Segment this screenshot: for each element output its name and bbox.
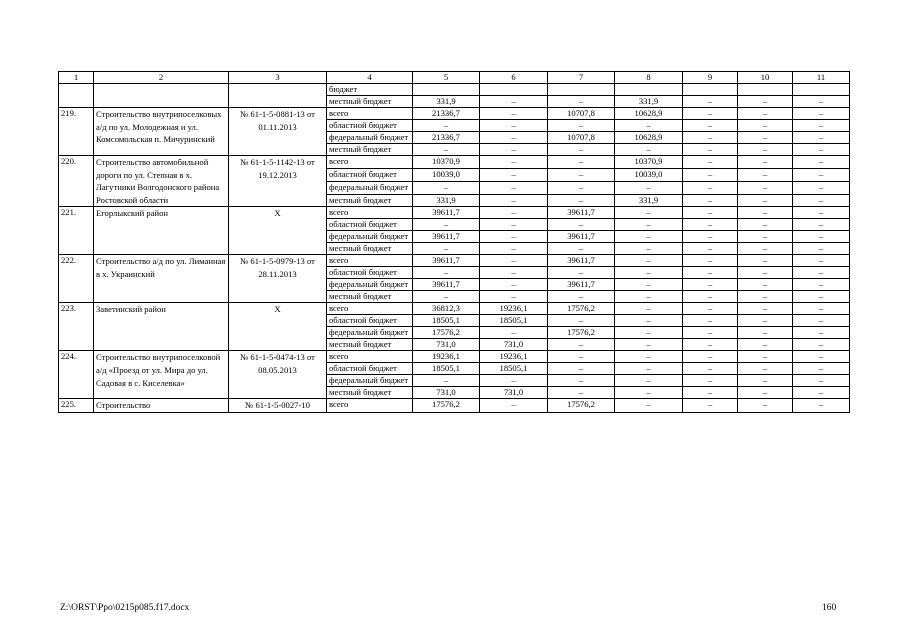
funding-source: всего [327, 207, 413, 219]
funding-source: областной бюджет [327, 168, 413, 181]
value-cell: – [683, 315, 738, 327]
table-row [59, 303, 850, 315]
funding-source: всего [327, 351, 413, 363]
value-cell: – [793, 339, 850, 351]
funding-source: местный бюджет [327, 96, 413, 108]
value-cell [683, 84, 738, 96]
object-name: Строительство [94, 399, 229, 413]
value-cell: – [548, 156, 615, 169]
value-cell: – [615, 181, 683, 194]
value-cell: – [548, 144, 615, 156]
value-cell: 10370,9 [615, 156, 683, 169]
column-number-5: 5 [413, 72, 480, 84]
value-cell: 39611,7 [413, 207, 480, 219]
value-cell: – [480, 194, 548, 207]
value-cell: – [793, 291, 850, 303]
value-cell: – [480, 132, 548, 144]
value-cell: – [793, 387, 850, 399]
funding-source: федеральный бюджет [327, 279, 413, 291]
value-cell: – [738, 243, 793, 255]
column-number-9: 9 [683, 72, 738, 84]
value-cell: – [793, 375, 850, 387]
value-cell: 17576,2 [413, 399, 480, 413]
value-cell: – [413, 144, 480, 156]
row-number: 222. [59, 255, 94, 303]
row-number: 225. [59, 399, 94, 413]
funding-source: всего [327, 108, 413, 120]
value-cell: 10039,0 [615, 168, 683, 181]
value-cell: – [480, 255, 548, 267]
value-cell: – [480, 219, 548, 231]
value-cell: – [793, 219, 850, 231]
value-cell: – [480, 168, 548, 181]
value-cell: – [480, 267, 548, 279]
value-cell: – [413, 375, 480, 387]
value-cell: – [548, 267, 615, 279]
value-cell: – [480, 327, 548, 339]
table-row [59, 399, 850, 413]
value-cell: – [683, 168, 738, 181]
value-cell: – [615, 339, 683, 351]
value-cell: – [615, 255, 683, 267]
value-cell: 17576,2 [548, 303, 615, 315]
value-cell: – [615, 219, 683, 231]
table-row [59, 84, 850, 96]
value-cell: 39611,7 [413, 255, 480, 267]
value-cell: 39611,7 [548, 255, 615, 267]
value-cell: – [683, 194, 738, 207]
value-cell: – [683, 267, 738, 279]
table-body [59, 72, 850, 413]
value-cell: – [615, 231, 683, 243]
value-cell: – [480, 291, 548, 303]
value-cell: – [738, 207, 793, 219]
funding-source: местный бюджет [327, 291, 413, 303]
value-cell [615, 84, 683, 96]
value-cell: – [738, 351, 793, 363]
reg-cell [229, 84, 327, 108]
registration-number: Х [229, 303, 327, 351]
value-cell: – [738, 399, 793, 413]
funding-source: областной бюджет [327, 363, 413, 375]
value-cell: – [793, 279, 850, 291]
value-cell: – [480, 231, 548, 243]
value-cell: – [615, 363, 683, 375]
value-cell: – [683, 132, 738, 144]
value-cell: – [683, 207, 738, 219]
value-cell: – [738, 363, 793, 375]
value-cell: – [548, 219, 615, 231]
value-cell: 39611,7 [413, 279, 480, 291]
funding-source: федеральный бюджет [327, 132, 413, 144]
value-cell: – [683, 375, 738, 387]
value-cell: – [738, 327, 793, 339]
value-cell: – [793, 181, 850, 194]
value-cell: – [548, 96, 615, 108]
value-cell: – [683, 291, 738, 303]
table-row [59, 255, 850, 267]
registration-number: № 61-1-5-0979-13 от 28.11.2013 [229, 255, 327, 303]
value-cell: – [480, 108, 548, 120]
value-cell: – [738, 267, 793, 279]
column-number-7: 7 [548, 72, 615, 84]
value-cell: – [793, 168, 850, 181]
funding-source: федеральный бюджет [327, 327, 413, 339]
value-cell: – [615, 267, 683, 279]
value-cell: – [683, 96, 738, 108]
value-cell: – [683, 351, 738, 363]
value-cell: – [793, 207, 850, 219]
funding-source: областной бюджет [327, 267, 413, 279]
value-cell: – [793, 351, 850, 363]
funding-source: областной бюджет [327, 219, 413, 231]
value-cell: – [793, 120, 850, 132]
funding-source: бюджет [327, 84, 413, 96]
value-cell: – [615, 291, 683, 303]
column-number-6: 6 [480, 72, 548, 84]
value-cell: – [738, 96, 793, 108]
value-cell: – [793, 144, 850, 156]
table-row [59, 351, 850, 363]
value-cell: – [548, 168, 615, 181]
file-path: Z:\ORST\Ppo\0215p085.f17.docx [60, 603, 190, 613]
row-number: 220. [59, 156, 94, 207]
value-cell: 731,0 [413, 387, 480, 399]
registration-number: № 61-1-5-0474-13 от 08.05.2013 [229, 351, 327, 399]
value-cell: – [738, 219, 793, 231]
value-cell: – [615, 144, 683, 156]
column-number-3: 3 [229, 72, 327, 84]
value-cell: – [615, 387, 683, 399]
value-cell: – [413, 243, 480, 255]
value-cell: – [738, 156, 793, 169]
value-cell: – [683, 339, 738, 351]
value-cell: – [480, 399, 548, 413]
value-cell: – [738, 303, 793, 315]
value-cell: 731,0 [480, 387, 548, 399]
value-cell: 39611,7 [548, 279, 615, 291]
value-cell: 10707,8 [548, 132, 615, 144]
value-cell: – [548, 181, 615, 194]
page-number: 160 [822, 603, 837, 613]
value-cell: – [793, 363, 850, 375]
table-row [59, 207, 850, 219]
table-row [59, 156, 850, 169]
funding-source: местный бюджет [327, 243, 413, 255]
value-cell: – [548, 315, 615, 327]
value-cell: – [738, 120, 793, 132]
column-number-row [59, 72, 850, 84]
table-row [59, 108, 850, 120]
value-cell [413, 84, 480, 96]
funding-source: местный бюджет [327, 339, 413, 351]
value-cell [793, 84, 850, 96]
value-cell: – [615, 351, 683, 363]
column-number-11: 11 [793, 72, 850, 84]
value-cell: – [683, 387, 738, 399]
value-cell: 331,9 [615, 194, 683, 207]
budget-table [58, 71, 850, 413]
value-cell: – [548, 387, 615, 399]
value-cell: – [683, 279, 738, 291]
value-cell: 17576,2 [548, 399, 615, 413]
value-cell [480, 84, 548, 96]
value-cell: – [615, 207, 683, 219]
object-name: Строительство автомобильной дороги по ул. Степная в х. Лагутники Волгодонского района Ростовской области [94, 156, 229, 207]
value-cell: – [615, 243, 683, 255]
value-cell: – [738, 375, 793, 387]
funding-source: всего [327, 156, 413, 169]
row-number: 221. [59, 207, 94, 255]
row-number: 223. [59, 303, 94, 351]
num-cell [59, 84, 94, 108]
column-number-4: 4 [327, 72, 413, 84]
value-cell: – [683, 303, 738, 315]
value-cell: – [793, 267, 850, 279]
value-cell: – [738, 231, 793, 243]
value-cell: – [683, 231, 738, 243]
value-cell: 36812,3 [413, 303, 480, 315]
value-cell: – [615, 375, 683, 387]
funding-source: федеральный бюджет [327, 231, 413, 243]
value-cell: 18505,1 [480, 363, 548, 375]
value-cell: – [413, 291, 480, 303]
object-name: Строительство а/д по ул. Лиманная в х. Украинский [94, 255, 229, 303]
value-cell: – [548, 194, 615, 207]
value-cell: – [793, 255, 850, 267]
object-name: Строительство внутрипоселковой а/д «Проезд от ул. Мира до ул. Садовая в с. Киселевка» [94, 351, 229, 399]
value-cell: – [615, 399, 683, 413]
registration-number: № 61-1-5-1142-13 от 19.12.2013 [229, 156, 327, 207]
value-cell: – [793, 231, 850, 243]
value-cell: – [683, 156, 738, 169]
value-cell: – [738, 315, 793, 327]
funding-source: областной бюджет [327, 315, 413, 327]
value-cell: – [480, 207, 548, 219]
value-cell: 39611,7 [548, 207, 615, 219]
value-cell: – [480, 375, 548, 387]
value-cell: – [738, 387, 793, 399]
value-cell: – [683, 399, 738, 413]
value-cell: 17576,2 [413, 327, 480, 339]
value-cell: 10707,8 [548, 108, 615, 120]
value-cell: – [793, 108, 850, 120]
value-cell: 18505,1 [413, 315, 480, 327]
value-cell: – [480, 156, 548, 169]
funding-source: всего [327, 399, 413, 413]
value-cell: – [413, 181, 480, 194]
value-cell: – [413, 120, 480, 132]
column-number-1: 1 [59, 72, 94, 84]
registration-number: № 61-1-5-0881-13 от 01.11.2013 [229, 108, 327, 156]
value-cell: 331,9 [413, 194, 480, 207]
value-cell: – [548, 243, 615, 255]
funding-source: местный бюджет [327, 387, 413, 399]
funding-source: федеральный бюджет [327, 181, 413, 194]
object-name: Егорлыкский район [94, 207, 229, 255]
value-cell: 19236,1 [480, 351, 548, 363]
value-cell: – [738, 339, 793, 351]
value-cell: – [738, 144, 793, 156]
value-cell [548, 84, 615, 96]
value-cell: – [480, 243, 548, 255]
value-cell: 18505,1 [413, 363, 480, 375]
value-cell: 731,0 [480, 339, 548, 351]
value-cell: – [793, 194, 850, 207]
value-cell: – [793, 399, 850, 413]
value-cell: – [480, 144, 548, 156]
value-cell: – [738, 194, 793, 207]
funding-source: федеральный бюджет [327, 375, 413, 387]
value-cell: – [615, 303, 683, 315]
value-cell: 39611,7 [548, 231, 615, 243]
value-cell [738, 84, 793, 96]
value-cell: – [615, 120, 683, 132]
funding-source: всего [327, 255, 413, 267]
funding-source: всего [327, 303, 413, 315]
value-cell: – [548, 291, 615, 303]
value-cell: – [683, 108, 738, 120]
registration-number: Х [229, 207, 327, 255]
row-number: 219. [59, 108, 94, 156]
value-cell: – [793, 243, 850, 255]
value-cell: 21336,7 [413, 132, 480, 144]
value-cell: 331,9 [413, 96, 480, 108]
value-cell: 18505,1 [480, 315, 548, 327]
value-cell: – [413, 267, 480, 279]
value-cell: 19236,1 [413, 351, 480, 363]
value-cell: – [615, 327, 683, 339]
value-cell: 10370,9 [413, 156, 480, 169]
funding-source: местный бюджет [327, 144, 413, 156]
value-cell: – [480, 120, 548, 132]
value-cell: – [738, 132, 793, 144]
value-cell: 39611,7 [413, 231, 480, 243]
value-cell: – [683, 181, 738, 194]
value-cell: – [548, 375, 615, 387]
value-cell: – [793, 96, 850, 108]
column-number-10: 10 [738, 72, 793, 84]
value-cell: – [793, 303, 850, 315]
value-cell: – [683, 255, 738, 267]
value-cell: – [683, 144, 738, 156]
row-number: 224. [59, 351, 94, 399]
value-cell: 19236,1 [480, 303, 548, 315]
value-cell: 21336,7 [413, 108, 480, 120]
registration-number: № 61-1-5-0027-10 [229, 399, 327, 413]
value-cell: 17576,2 [548, 327, 615, 339]
value-cell: – [683, 363, 738, 375]
value-cell: 10628,9 [615, 108, 683, 120]
value-cell: – [683, 243, 738, 255]
value-cell: 731,0 [413, 339, 480, 351]
value-cell: – [615, 315, 683, 327]
value-cell: – [413, 219, 480, 231]
column-number-8: 8 [615, 72, 683, 84]
value-cell: – [738, 255, 793, 267]
value-cell: – [548, 120, 615, 132]
name-cell [94, 84, 229, 108]
value-cell: 10039,0 [413, 168, 480, 181]
value-cell: – [738, 291, 793, 303]
funding-source: местный бюджет [327, 194, 413, 207]
value-cell: – [480, 181, 548, 194]
value-cell: – [738, 279, 793, 291]
value-cell: – [793, 156, 850, 169]
value-cell: – [683, 120, 738, 132]
value-cell: – [683, 219, 738, 231]
value-cell: – [548, 339, 615, 351]
value-cell: – [793, 327, 850, 339]
value-cell: – [548, 351, 615, 363]
column-number-2: 2 [94, 72, 229, 84]
funding-source: областной бюджет [327, 120, 413, 132]
value-cell: – [793, 315, 850, 327]
value-cell: – [480, 279, 548, 291]
value-cell: 331,9 [615, 96, 683, 108]
value-cell: – [738, 168, 793, 181]
value-cell: – [548, 363, 615, 375]
object-name: Заветинский район [94, 303, 229, 351]
object-name: Строительство внутрипоселковых а/д по ул. Молодежная и ул. Комсомольская п. Мичуринский [94, 108, 229, 156]
value-cell: – [683, 327, 738, 339]
value-cell: – [738, 181, 793, 194]
value-cell: – [615, 279, 683, 291]
value-cell: – [480, 96, 548, 108]
value-cell: – [738, 108, 793, 120]
value-cell: 10628,9 [615, 132, 683, 144]
value-cell: – [793, 132, 850, 144]
